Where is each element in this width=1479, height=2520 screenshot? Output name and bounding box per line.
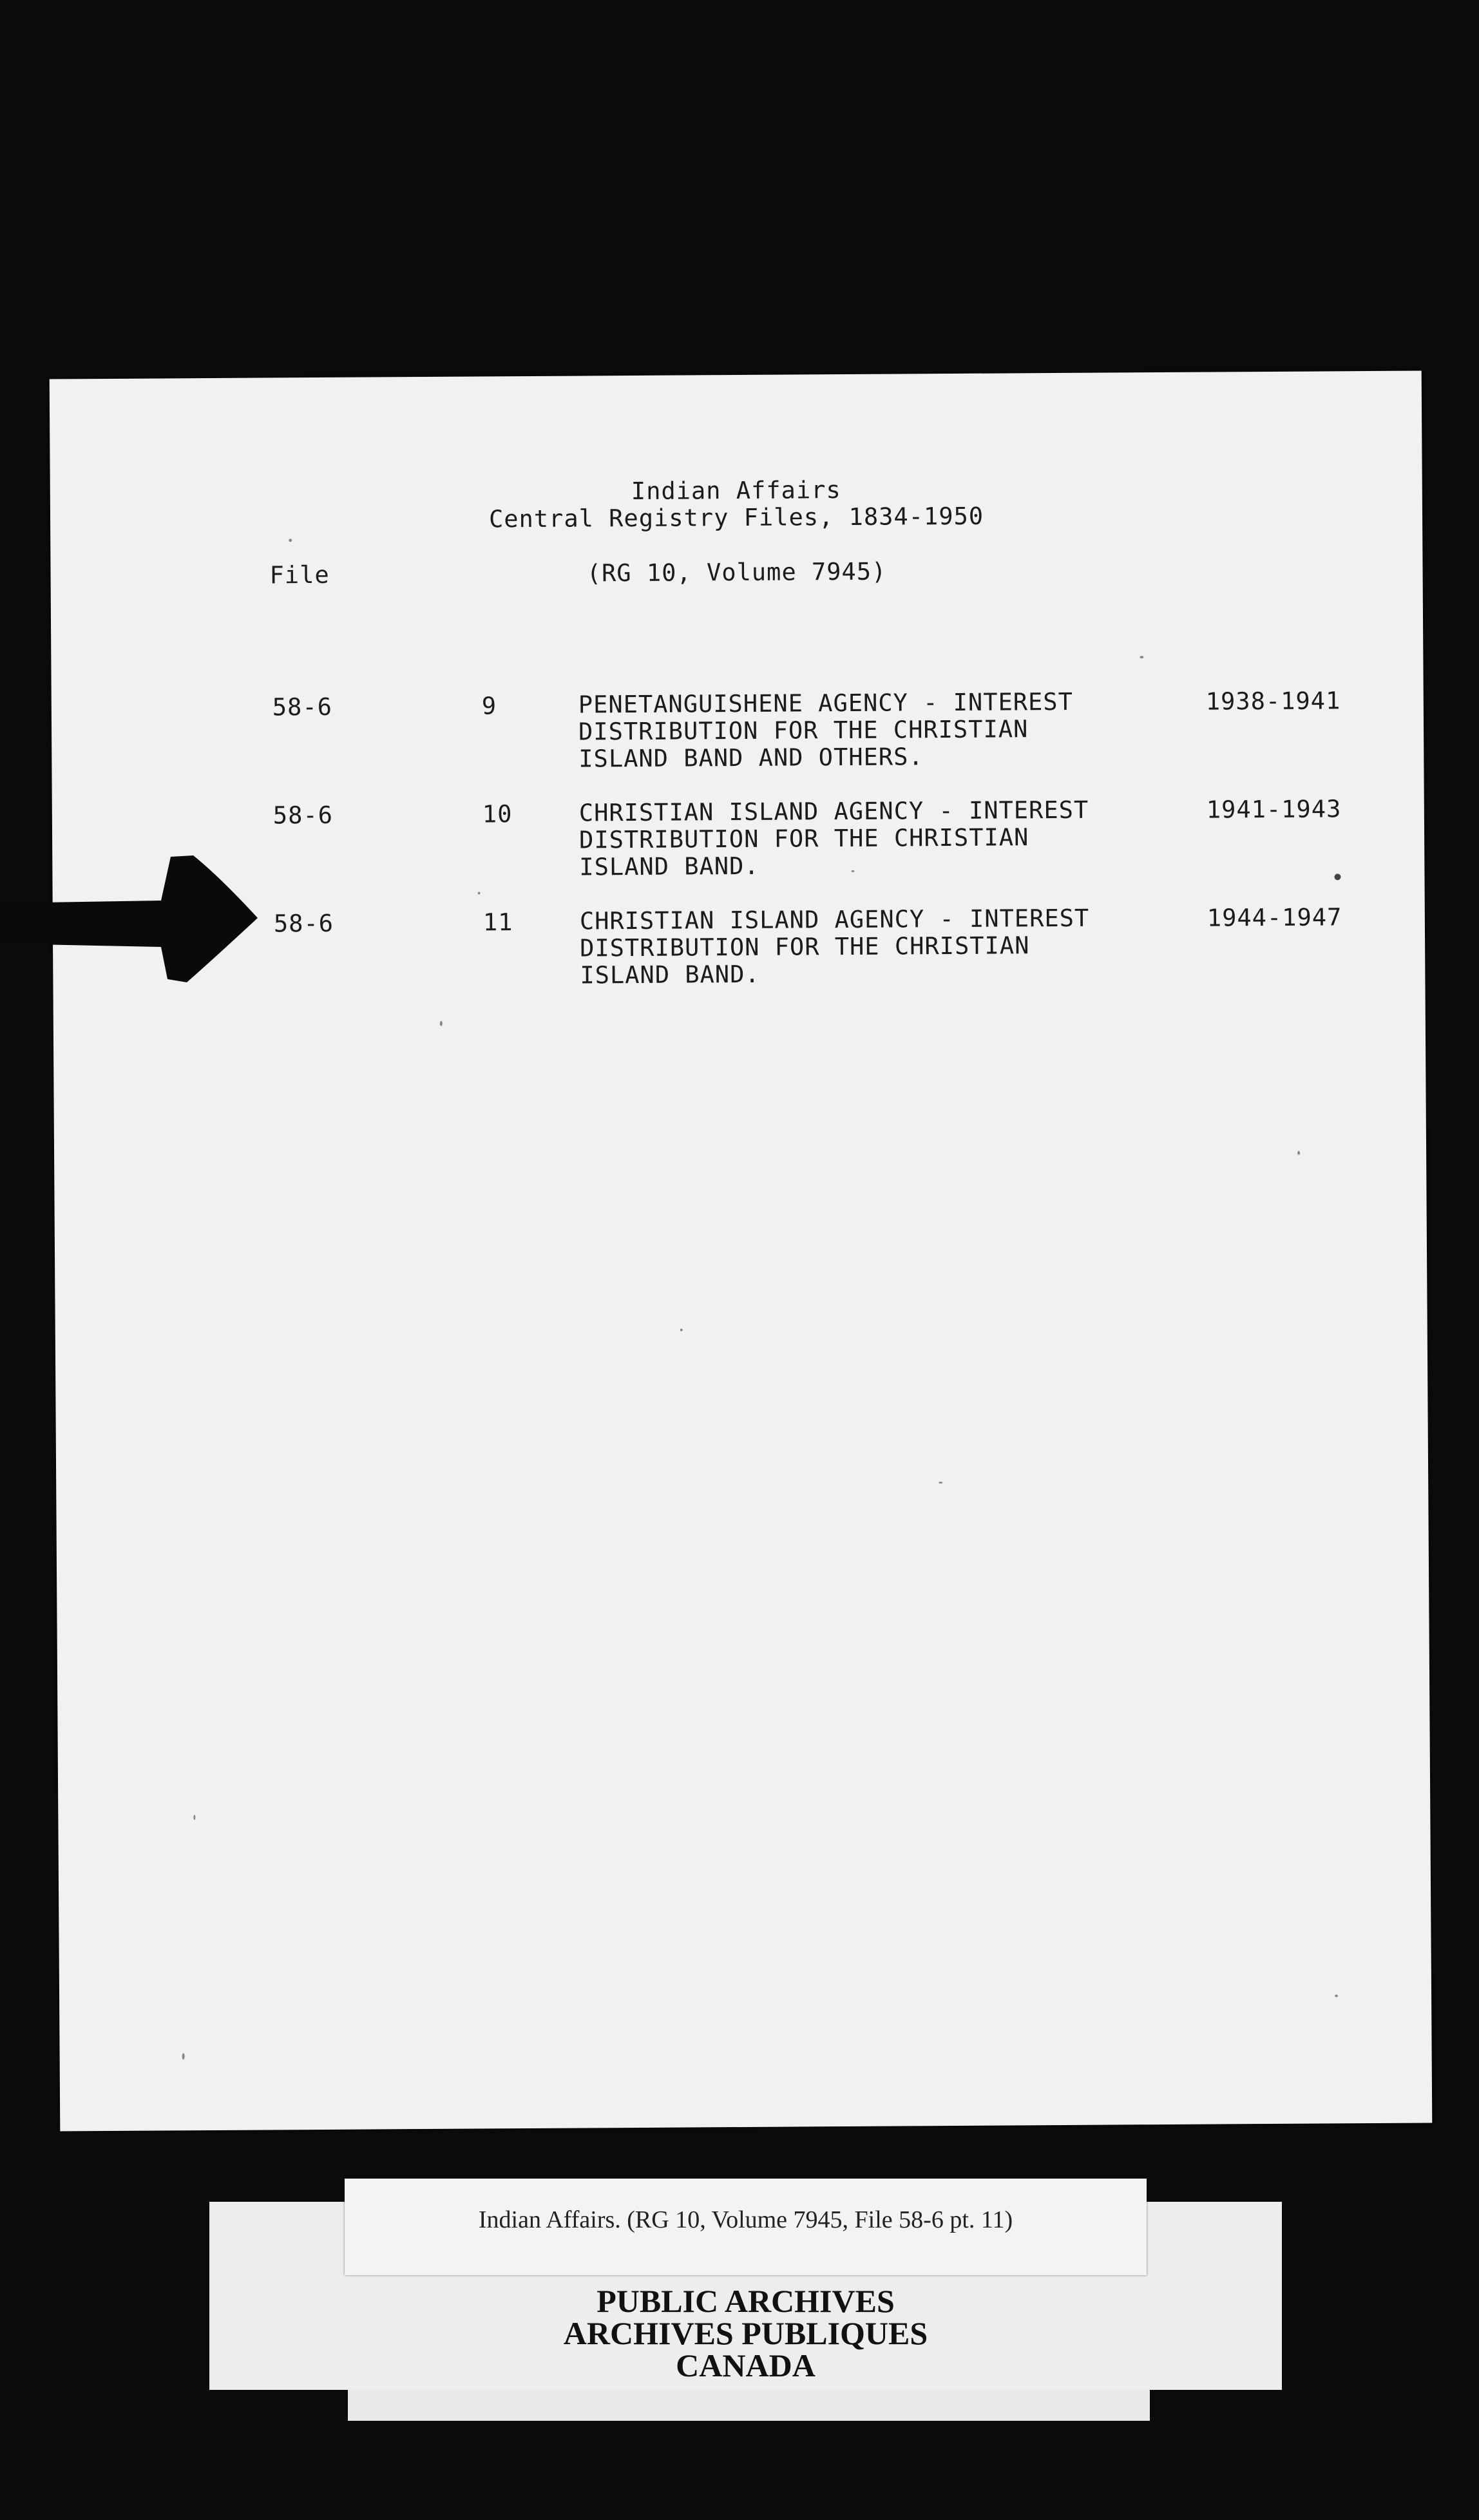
reference-slip <box>345 2179 1147 2275</box>
label-bottom-strip <box>348 2390 1150 2421</box>
speck <box>1297 1151 1300 1155</box>
entry-dates: 1944-1947 <box>1207 903 1342 932</box>
entry-file: 58-6 <box>273 909 334 938</box>
speck <box>193 1815 195 1820</box>
speck <box>1140 656 1143 658</box>
archive-name-en: PUBLIC ARCHIVES <box>596 2283 895 2319</box>
entry-file: 58-6 <box>272 801 334 830</box>
header-subtitle: Central Registry Files, 1834-1950 <box>488 502 984 533</box>
speck <box>939 1482 942 1484</box>
speck <box>440 1021 443 1026</box>
document-page <box>50 371 1433 2132</box>
speck <box>1334 873 1341 880</box>
entry-description: PENETANGUISHENE AGENCY - INTEREST DISTRIBUTION FOR THE CHRISTIAN ISLAND BAND AND OTHERS. <box>578 687 1074 773</box>
speck <box>182 2053 185 2059</box>
entry-part: 9 <box>481 692 497 720</box>
header-volume: (RG 10, Volume 7945) <box>586 557 887 587</box>
archive-name-fr: ARCHIVES PUBLIQUES <box>563 2315 928 2351</box>
entry-part: 10 <box>482 800 513 828</box>
archive-country: CANADA <box>676 2347 816 2383</box>
entry-file: 58-6 <box>272 692 333 721</box>
speck <box>289 539 292 542</box>
entry-description: CHRISTIAN ISLAND AGENCY - INTEREST DISTRIBUTION FOR THE CHRISTIAN ISLAND BAND. <box>578 796 1089 881</box>
entry-description: CHRISTIAN ISLAND AGENCY - INTEREST DISTRIBUTION FOR THE CHRISTIAN ISLAND BAND. <box>579 904 1090 989</box>
speck <box>1335 1994 1338 1997</box>
entry-dates: 1941-1943 <box>1206 795 1342 824</box>
speck <box>478 892 481 894</box>
header-title: Indian Affairs <box>631 476 841 506</box>
entry-dates: 1938-1941 <box>1205 687 1341 716</box>
entry-part: 11 <box>482 908 513 937</box>
reference-caption: Indian Affairs. (RG 10, Volume 7945, File 58-6 pt. 11) <box>478 2206 1013 2233</box>
speck <box>680 1329 683 1332</box>
file-column-label: File <box>269 560 330 589</box>
arrow-pointer-icon <box>0 850 264 992</box>
